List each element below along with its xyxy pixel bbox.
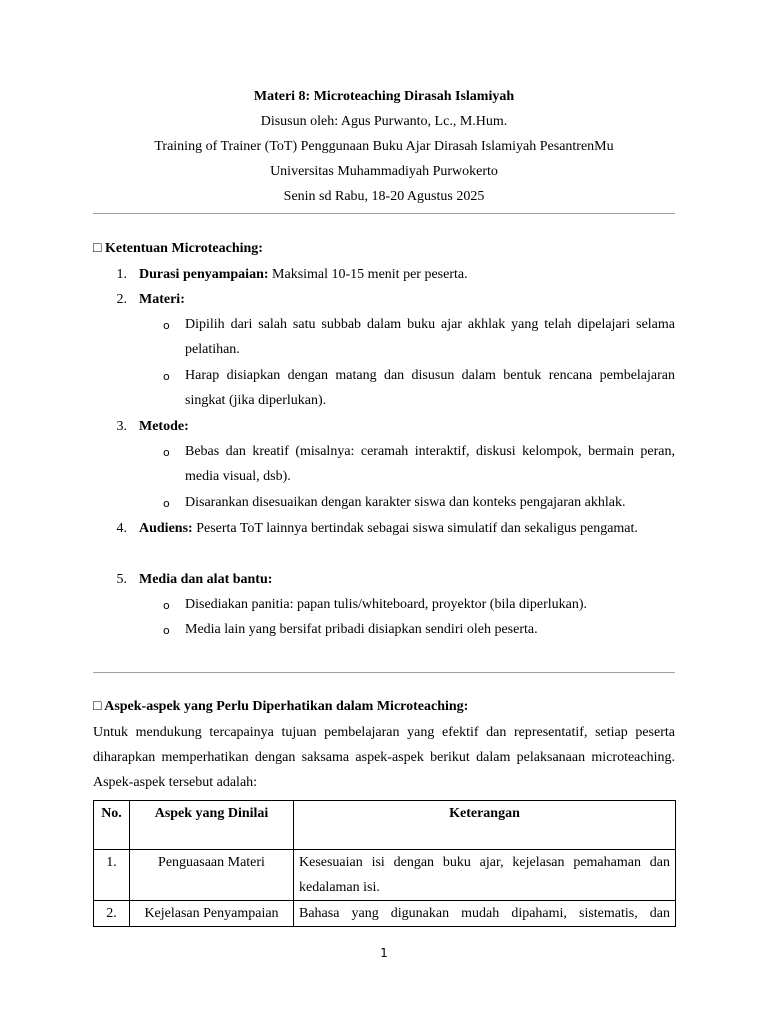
list-item [139,516,675,541]
list-item [139,414,675,439]
sub-list-item: Bebas dan kreatif (misalnya: ceramah interaktif, diskusi kelompok, bermain peran, media visual, dsb). [185,444,675,484]
table-header-cell: Aspek yang Dinilai [130,801,294,850]
item-text: Maksimal 10-15 menit per peserta. [268,267,468,282]
table-row [94,901,676,927]
page-number: 1 [380,946,388,960]
table-header-cell: Keterangan [294,801,676,850]
doc-institution: Universitas Muhammadiyah Purwokerto [270,164,498,179]
list-item [139,262,675,287]
item-label: Materi: [139,292,185,307]
list-number: 4. [116,521,127,536]
checkbox-icon: □ [93,699,102,714]
aspect-table [93,800,676,927]
doc-event: Training of Trainer (ToT) Penggunaan Buku Ajar Dirasah Islamiyah PesantrenMu [154,139,614,154]
sub-list-item: Disarankan disesuaikan dengan karakter siswa dan konteks pengajaran akhlak. [185,495,626,510]
table-row [94,850,676,901]
table-cell-keterangan: Bahasa yang digunakan mudah dipahami, sistematis, dan [294,901,676,927]
table-cell-aspek: Penguasaan Materi [130,850,294,901]
checkbox-icon: □ [93,241,102,256]
section-title: Aspek-aspek yang Perlu Diperhatikan dalam Microteaching: [104,699,469,714]
bullet-icon: o [163,446,170,459]
divider [93,213,675,214]
table-cell-no: 2. [94,901,130,927]
item-label: Metode: [139,419,189,434]
sub-list-item: Harap disiapkan dengan matang dan disusun dalam bentuk rencana pembelajaran singkat (jika diperlukan). [185,368,675,408]
table-cell-aspek: Kejelasan Penyampaian [130,901,294,927]
bullet-icon: o [163,370,170,383]
doc-title: Materi 8: Microteaching Dirasah Islamiyah [253,89,515,104]
bullet-icon: o [163,624,170,637]
bullet-icon: o [163,319,170,332]
list-item [139,287,675,312]
list-number: 5. [116,572,127,587]
table-header-row [94,801,676,850]
sub-list-item: Disediakan panitia: papan tulis/whiteboard, proyektor (bila diperlukan). [185,597,587,612]
list-number: 1. [116,267,127,282]
divider [93,672,675,673]
table-cell-no: 1. [94,850,130,901]
item-label: Durasi penyampaian: [139,267,269,282]
section-heading [93,240,263,258]
sub-list-item: Dipilih dari salah satu subbab dalam buku ajar akhlak yang telah dipelajari selama pelatihan. [185,317,675,357]
item-label: Media dan alat bantu: [139,572,273,587]
sub-list-item: Media lain yang bersifat pribadi disiapkan sendiri oleh peserta. [185,622,538,637]
section-heading [93,698,468,716]
bullet-icon: o [163,497,170,510]
doc-author: Disusun oleh: Agus Purwanto, Lc., M.Hum. [260,114,508,129]
intro-paragraph: Untuk mendukung tercapainya tujuan pembelajaran yang efektif dan representatif, setiap peserta diharapkan memperhatikan dengan saksama aspek-aspek berikut dalam pelaksanaan microteaching. Aspek-aspek tersebut adalah: [93,725,675,790]
list-number: 2. [116,292,127,307]
item-text: Peserta ToT lainnya bertindak sebagai siswa simulatif dan sekaligus pengamat. [192,521,638,536]
table-cell-keterangan: Kesesuaian isi dengan buku ajar, kejelasan pemahaman dan kedalaman isi. [294,850,676,901]
section-title: Ketentuan Microteaching: [104,241,263,256]
list-number: 3. [116,419,127,434]
doc-date: Senin sd Rabu, 18-20 Agustus 2025 [283,189,485,204]
item-label: Audiens: [139,521,193,536]
table-header-cell: No. [94,801,130,850]
bullet-icon: o [163,599,170,612]
list-item [139,567,675,592]
